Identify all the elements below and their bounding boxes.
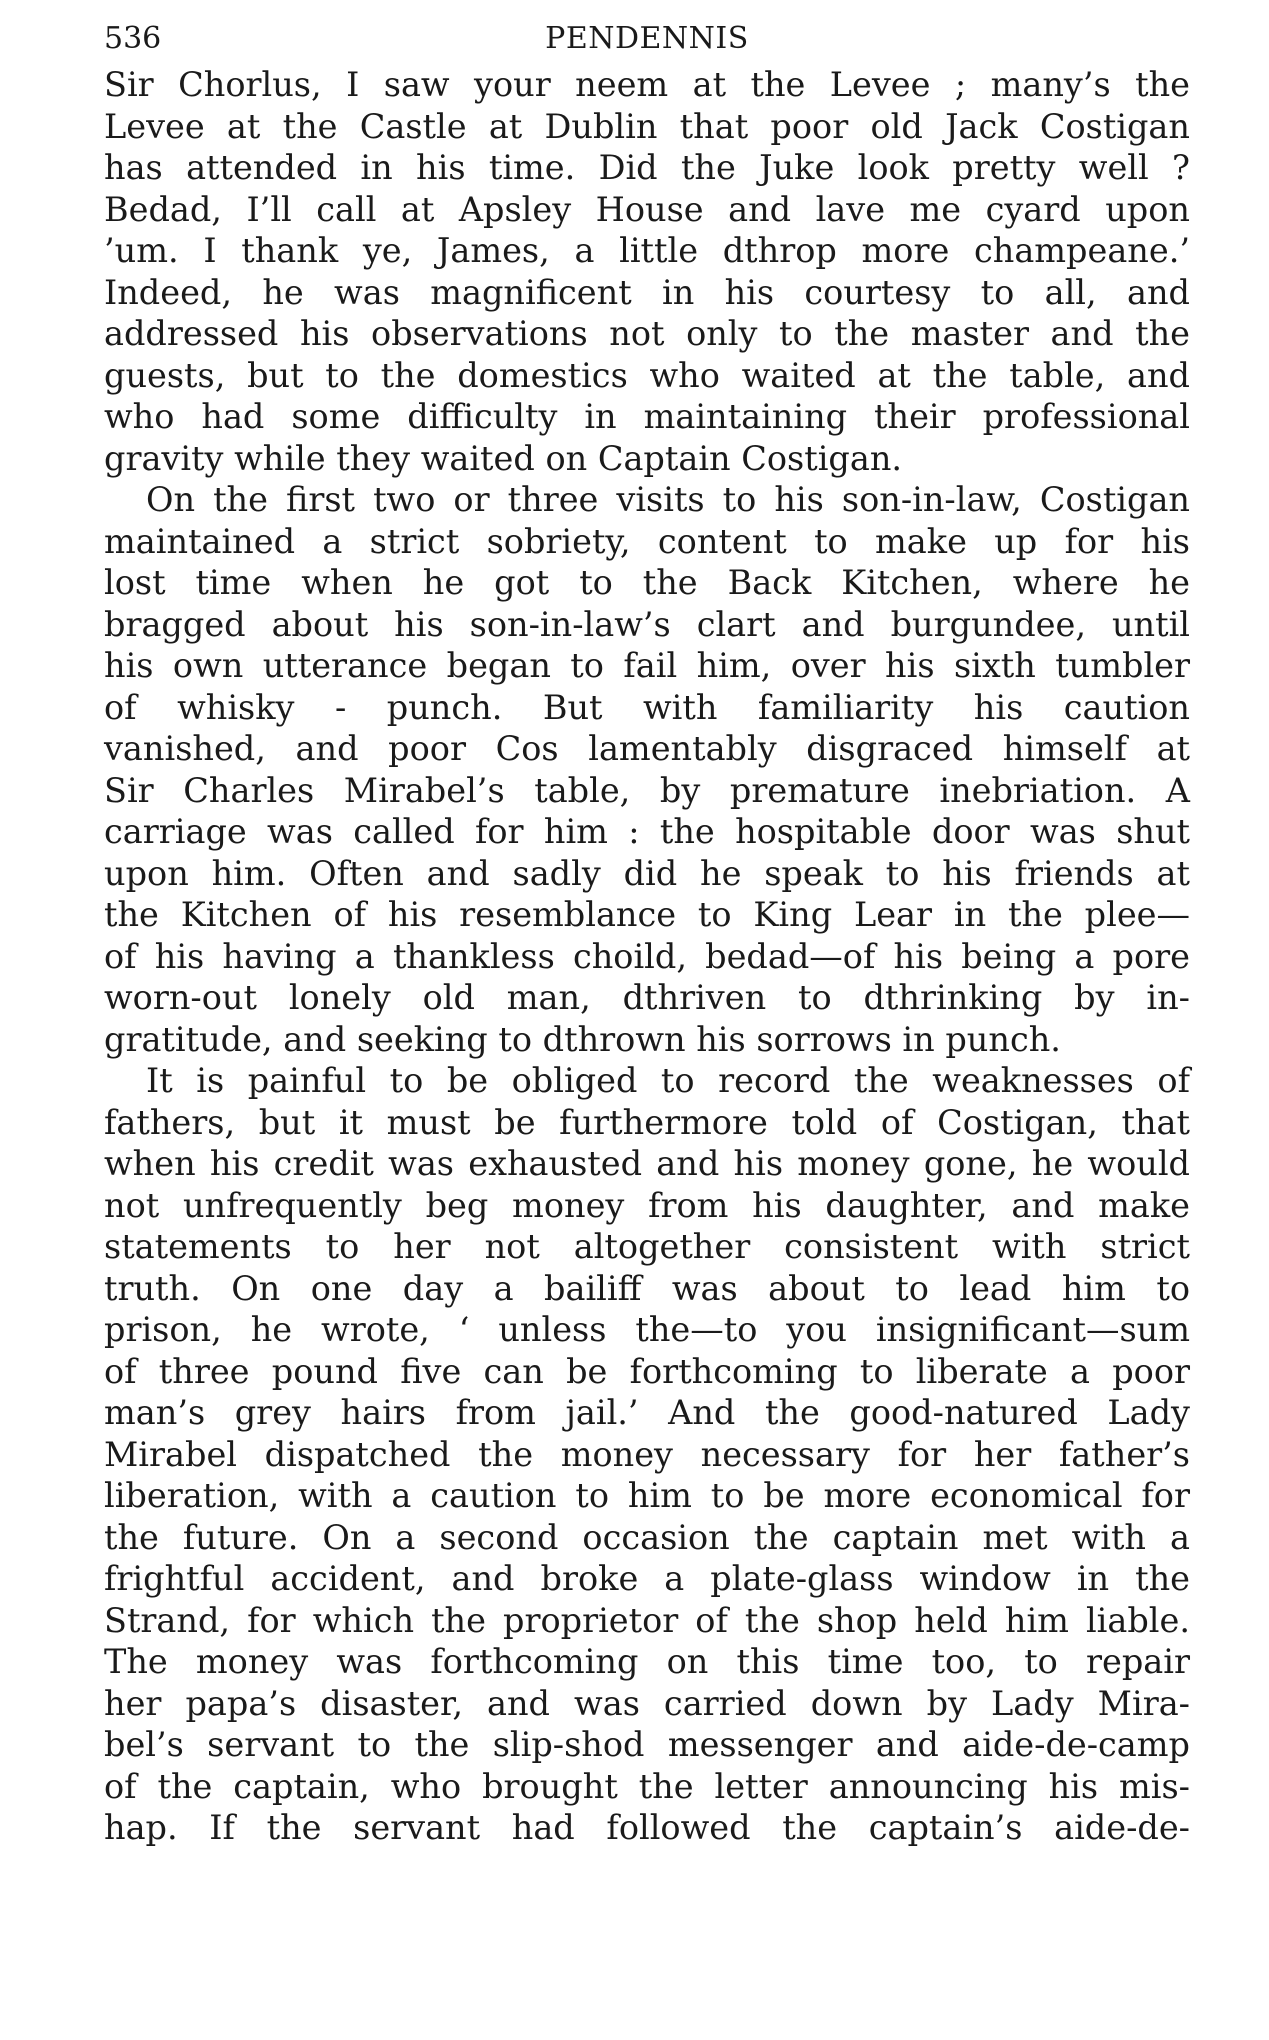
text-line: who had some difficulty in maintaining their professional: [104, 397, 1190, 436]
text-line: guests, but to the domestics who waited at the table, and: [104, 355, 1190, 395]
text-line: maintained a strict sobriety, content to make up for his: [104, 521, 1190, 561]
text-line: bel’s servant to the slip-shod messenger and aide-de-camp: [104, 1725, 1190, 1764]
text-line: not unfrequently beg money from his daughter, and make: [104, 1185, 1190, 1225]
text-line: truth. On one day a bailiff was about to lead him to: [104, 1268, 1190, 1308]
text-line: vanished, and poor Cos lamentably disgraced himself at: [104, 729, 1190, 768]
running-title: PENDENNIS: [545, 21, 749, 56]
text-line: Sir Charles Mirabel’s table, by premature inebriation. A: [104, 770, 1190, 810]
text-line: of whisky - punch. But with familiarity his caution: [104, 687, 1190, 727]
text-line: hap. If the servant had followed the captain’s aide-de-: [104, 1808, 1190, 1847]
text-line: Levee at the Castle at Dublin that poor old Jack Costigan: [104, 106, 1190, 146]
text-line: gravity while they waited on Captain Costigan.: [104, 438, 903, 478]
text-line: Bedad, I’ll call at Apsley House and lave me cyard upon: [104, 189, 1190, 229]
text-line: the Kitchen of his resemblance to King Lear in the plee—: [104, 895, 1190, 934]
text-line: man’s grey hairs from jail.’ And the good-natured Lady: [104, 1393, 1190, 1432]
text-line: On the first two or three visits to his son-in-law, Costigan: [146, 480, 1190, 519]
text-line: gratitude, and seeking to dthrown his sorrows in punch.: [104, 1019, 1061, 1059]
text-line: when his credit was exhausted and his money gone, he would: [104, 1144, 1190, 1183]
text-line: statements to her not altogether consistent with strict: [104, 1227, 1190, 1266]
book-page: [104, 14, 1190, 1849]
text-line: Strand, for which the proprietor of the shop held him liable.: [104, 1600, 1190, 1640]
body-text: [104, 64, 1190, 1849]
text-line: prison, he wrote, ‘ unless the—to you insignificant—sum: [104, 1310, 1190, 1349]
text-line: addressed his observations not only to the master and the: [104, 314, 1190, 353]
text-line: of three pound five can be forthcoming to liberate a poor: [104, 1351, 1190, 1391]
text-line: the future. On a second occasion the captain met with a: [104, 1517, 1190, 1557]
text-line: It is painful to be obliged to record the weaknesses of: [146, 1061, 1190, 1100]
text-line: upon him. Often and sadly did he speak to his friends at: [104, 853, 1190, 893]
text-line: has attended in his time. Did the Juke look pretty well ?: [104, 148, 1190, 187]
text-line: of his having a thankless choild, bedad—of his being a pore: [104, 936, 1190, 976]
text-line: lost time when he got to the Back Kitchen, where he: [104, 563, 1190, 602]
text-line: Indeed, he was magnificent in his courtesy to all, and: [104, 272, 1190, 312]
text-line: worn-out lonely old man, dthriven to dthrinking by in-: [104, 978, 1190, 1017]
text-line: ’um. I thank ye, James, a little dthrop more champeane.’: [104, 231, 1190, 270]
text-line: fathers, but it must be furthermore told of Costigan, that: [104, 1102, 1190, 1142]
text-line: his own utterance began to fail him, over his sixth tumbler: [104, 646, 1190, 685]
text-line: The money was forthcoming on this time too, to repair: [104, 1642, 1190, 1681]
text-line: of the captain, who brought the letter announcing his mis-: [104, 1766, 1190, 1806]
running-head: [104, 14, 1190, 64]
text-line: Mirabel dispatched the money necessary for her father’s: [104, 1434, 1190, 1474]
page-number: 536: [104, 21, 162, 56]
text-line: liberation, with a caution to him to be more economical for: [104, 1476, 1190, 1515]
text-line: Sir Chorlus, I saw your neem at the Levee ; many’s the: [104, 65, 1190, 104]
text-line: her papa’s disaster, and was carried down by Lady Mira-: [104, 1683, 1190, 1723]
text-line: frightful accident, and broke a plate-glass window in the: [104, 1559, 1190, 1598]
text-line: carriage was called for him : the hospitable door was shut: [104, 812, 1190, 851]
text-line: bragged about his son-in-law’s clart and burgundee, until: [104, 604, 1190, 644]
